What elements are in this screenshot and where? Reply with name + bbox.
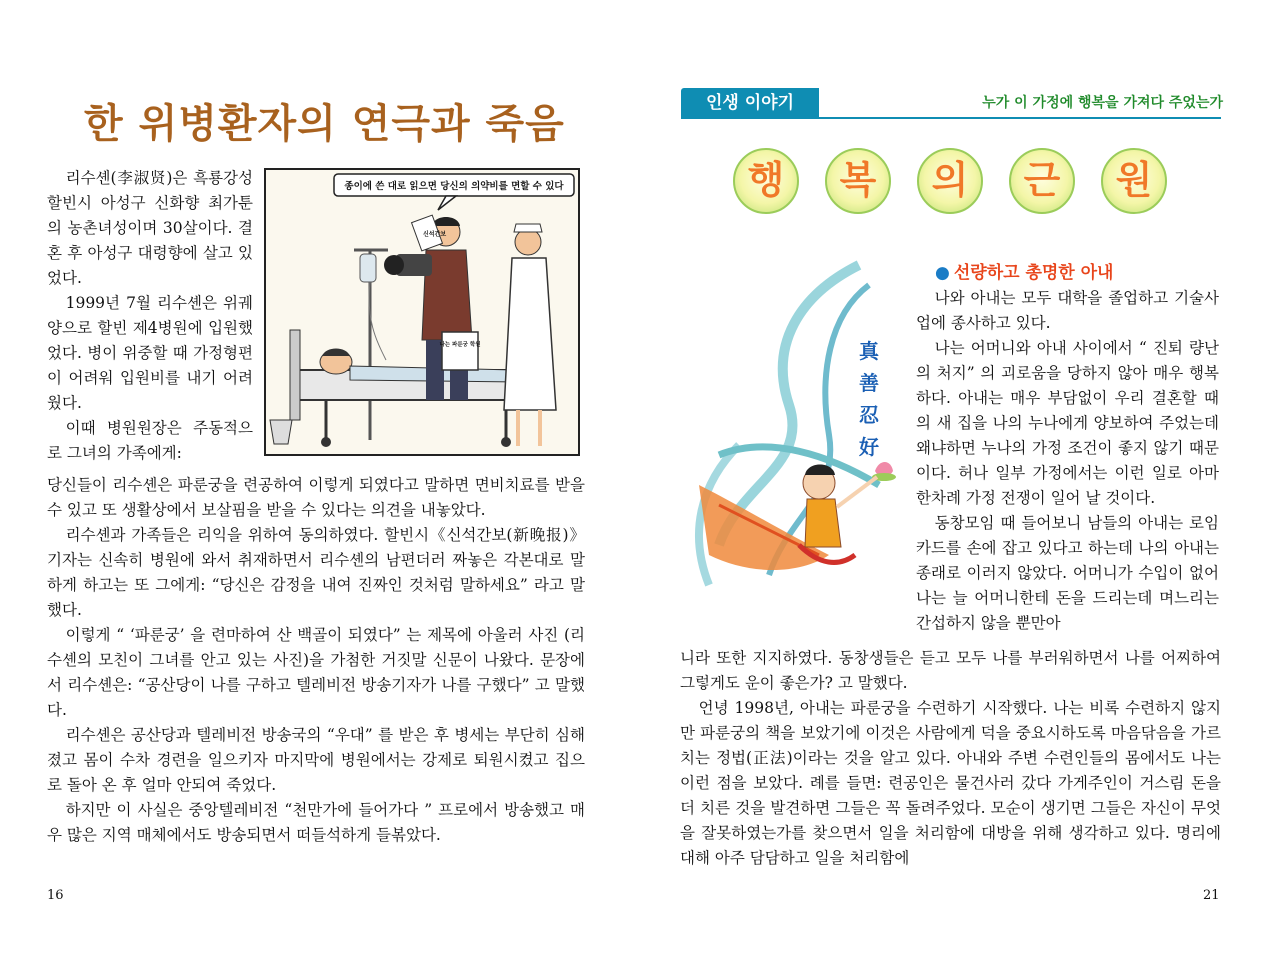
paragraph: 동창모임 때 들어보니 남들의 아내는 로임카드를 손에 잡고 있다고 하는데 나의 아내는 종래로 이러지 않았다. 어머니가 수입이 없어 나는 늘 어머니한테 돈을 드리는데 며느리는 간섭하지 않을 뿐만아 <box>916 514 1219 632</box>
cartoon-illustration <box>264 168 580 456</box>
story-body-narrow <box>916 286 1219 636</box>
section-title: 선량하고 총명한 아내 <box>953 263 1114 283</box>
principle-char: 好 <box>859 435 879 459</box>
paragraph: 하지만 이 사실은 중앙텔레비전 “천만가에 들어가다 ” 프로에서 방송했고 매우 많은 지역 매체에서도 방송되면서 떠들석하게 들볶았다. <box>47 801 585 844</box>
fairy-illustration <box>679 255 911 640</box>
title-char: 복 <box>825 148 891 214</box>
paragraph: 언녕 1998년, 아내는 파룬궁을 수련하기 시작했다. 나는 비록 수련하지 않지만 파룬궁의 책을 보았기에 이것은 사람에게 덕을 중요시하도록 마음닦음을 가르치는 정법(正法)이라는 것을 알고 있다. 아내와 주변 수련인들의 몸에서도 나는 이런 점을 보았다. 례를 들면: 련공인은 물건사러 갔다 가게주인이 거스림 돈을 더 치른 것을 발견하면 그들은 꼭 돌려주었다. 모순이 생기면 그들은 자신이 무엇을 잘못하였는가를 찾으면서 일을 처리함에 대방을 위해 생각하고 있다. 명리에 대해 아주 담담하고 일을 처리함에 <box>680 699 1221 867</box>
title-char: 행 <box>733 148 799 214</box>
paragraph: 리수셴은 공산당과 텔레비전 방송국의 “우대” 를 받은 후 병세는 부단히 심해졌고 몸이 수차 경련을 일으키자 마지막에 병원에서는 강제로 퇴원시켰고 집으로 돌아 온 후 얼마 안되여 죽었다. <box>47 726 585 794</box>
cartoon-book-label: 신석간보 <box>423 231 447 238</box>
paragraph: 리수셴(李淑贤)은 흑룡강성 할빈시 아성구 신화향 최가툰의 농촌녀성이며 30살이다. 결혼 후 아성구 대령향에 살고 있었다. <box>47 169 253 287</box>
title-char: 원 <box>1101 148 1167 214</box>
header-rule <box>681 117 1221 119</box>
bullet-icon: ● <box>935 263 950 283</box>
paragraph: 이렇게 “ ‘파룬궁’ 을 련마하여 산 백골이 되였다” 는 제목에 아울러 사진 (리수셴의 모친이 그녀를 안고 있는 사진)을 가첨한 거짓말 신문이 나왔다. 문장에서 리수셴은: “공산당이 나를 구하고 텔레비전 방송기자가 나를 구했다” 고 말했다. <box>47 626 585 719</box>
paragraph: 나는 어머니와 아내 사이에서 “ 진퇴 량난의 처지” 의 괴로움을 당하지 않아 매우 행복하다. 아내는 매우 부담없이 우리 결혼할 때의 새 집을 나의 누나에게 양보하여 주었는데 왜냐하면 누나의 가정 조건이 좋지 않기 때문이다. 허나 일부 가정에서는 이런 일로 아마 한차례 가정 전쟁이 일어 날 것이다. <box>916 339 1219 507</box>
cartoon-speech: 종이에 쓴 대로 읽으면 당신의 의약비를 면할 수 있다 <box>344 181 564 192</box>
right-page <box>633 0 1265 978</box>
falun-principles <box>849 335 889 463</box>
article-subtitle: 누가 이 가정에 행복을 가져다 주었는가 <box>982 95 1223 111</box>
paragraph: 니라 또한 지지하였다. 동창생들은 듣고 모두 나를 부러워하면서 나를 어찌하여 그렇게도 운이 좋은가? 고 말했다. <box>680 649 1221 692</box>
article-title: 한 위병환자의 연극과 죽음 <box>84 101 565 147</box>
title-char: 의 <box>917 148 983 214</box>
page-number: 21 <box>1203 888 1220 903</box>
principle-char: 忍 <box>859 403 879 427</box>
category-tag: 인생 이야기 <box>681 88 819 118</box>
article-title-circles <box>733 148 1173 218</box>
paragraph: 리수셴과 가족들은 리익을 위하여 동의하였다. 할빈시《신석간보(新晚报)》기자는 신속히 병원에 와서 취재하면서 리수셴의 남편더러 짜놓은 각본대로 말하게 하고는 또 그에게: “당신은 감정을 내여 진짜인 것처럼 말하세요” 라고 말했다. <box>47 526 585 619</box>
paragraph: 당신들이 리수셴은 파룬궁을 련공하여 이렇게 되였다고 말하면 면비치료를 받을 수 있고 또 생활상에서 보살핌을 받을 수 있다는 의견을 내놓았다. <box>47 476 585 519</box>
section-heading <box>935 258 1113 283</box>
article-body-full <box>47 473 585 848</box>
story-body-full <box>680 646 1221 871</box>
paragraph: 1999년 7월 리수셴은 위궤양으로 할빈 제4병원에 입원했었다. 병이 위중할 때 가정형편이 어려워 입원비를 내기 어려웠다. <box>47 294 253 412</box>
cartoon-sign-label: 나는 파룬궁 학원 <box>439 342 481 348</box>
article-body-narrow <box>47 166 253 466</box>
title-char: 근 <box>1009 148 1075 214</box>
paragraph: 나와 아내는 모두 대학을 졸업하고 기술사업에 종사하고 있다. <box>916 289 1219 332</box>
page-number: 16 <box>47 888 64 903</box>
principle-char: 真 <box>859 339 879 363</box>
paragraph: 이때 병원원장은 주동적으로 그녀의 가족에게: <box>47 419 253 462</box>
principle-char: 善 <box>859 371 879 395</box>
left-page <box>0 0 632 978</box>
